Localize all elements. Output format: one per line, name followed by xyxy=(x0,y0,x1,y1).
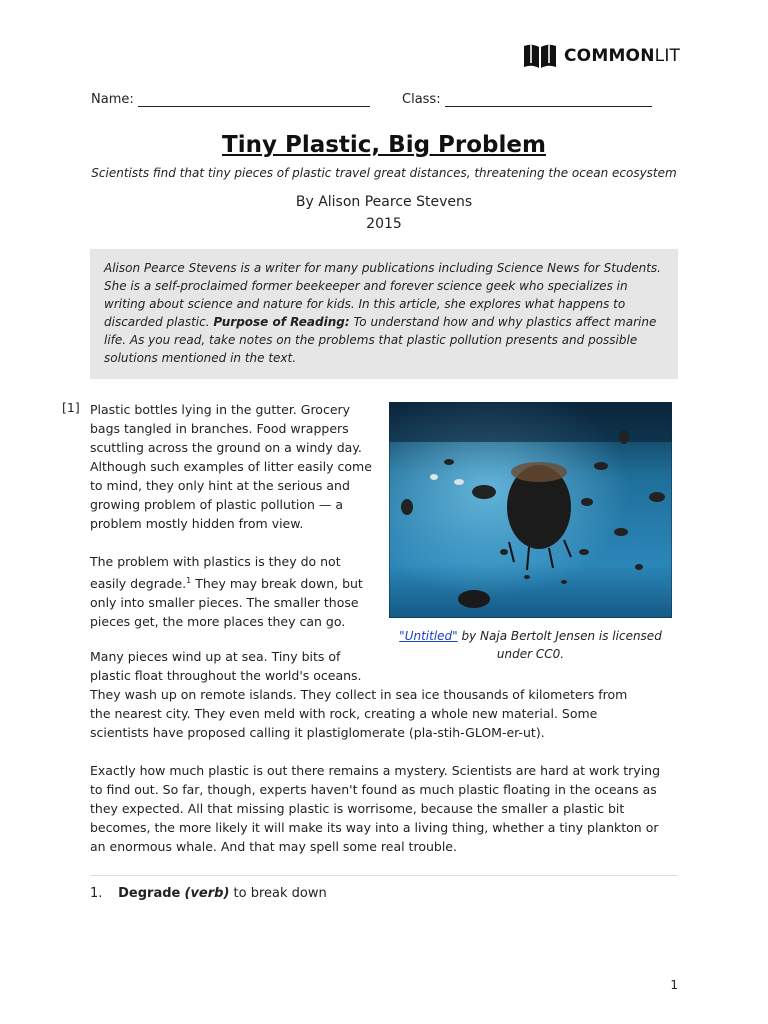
image-source-link[interactable]: "Untitled" xyxy=(399,629,458,643)
class-field[interactable] xyxy=(402,92,652,107)
paragraph-2-start: The problem with plastics is they do not easily degrade. xyxy=(90,554,341,592)
purpose-label: Purpose of Reading: xyxy=(213,315,350,329)
footnote-divider xyxy=(90,875,678,876)
image-caption xyxy=(389,627,672,663)
footnote-ref[interactable]: 1 xyxy=(186,576,192,585)
intro-box xyxy=(90,249,678,379)
ocean-plastic-photo xyxy=(389,402,672,618)
image-credit: by Naja Bertolt Jensen is licensed under CC0. xyxy=(457,629,662,661)
footnote-term: Degrade xyxy=(118,886,181,901)
name-input-line[interactable] xyxy=(138,92,370,107)
page-title: Tiny Plastic, Big Problem xyxy=(222,132,546,158)
paragraph-3-line-2: plastic float throughout the world's oceans. xyxy=(90,668,362,683)
purpose-text: To understand how and why plastics affect marine life. As you read, take notes on the problems that plastic pollution presents and possible solutions mentioned in the text. xyxy=(104,315,657,365)
paragraph-2-end: They may break down, but only into smaller pieces. The smaller those pieces get, the more places they can go. xyxy=(90,576,363,630)
name-field[interactable] xyxy=(91,92,370,107)
publication-year: 2015 xyxy=(366,216,402,232)
paragraph-3-rest: They wash up on remote islands. They collect in sea ice thousands of kilometers from the nearest city. They even meld with rock, creating a whole new material. Some scientists have proposed calling it plastiglomerate (pla-stih-GLOM-er-ut). xyxy=(90,687,628,740)
name-label: Name: xyxy=(91,92,134,107)
paragraph-marker: [1] xyxy=(62,400,80,415)
brand-name: COMMONLIT xyxy=(564,46,681,66)
footnote-number: 1. xyxy=(90,886,103,901)
author-line: By Alison Pearce Stevens xyxy=(295,194,473,210)
page-number: 1 xyxy=(670,978,678,992)
page-subtitle: Scientists find that tiny pieces of plastic travel great distances, threatening the ocean ecosystem xyxy=(91,166,677,180)
paragraph-4: Exactly how much plastic is out there remains a mystery. Scientists are hard at work trying to find out. So far, though, experts haven't found as much plastic floating in the oceans as they expected. All that missing plastic is worrisome, because the smaller a plastic bit becomes, the more likely it will make its way into a living thing, whether a tiny plankton or an enormous whale. And that may spell some real trouble. xyxy=(90,763,661,854)
class-label: Class: xyxy=(402,92,441,107)
footnote-1 xyxy=(90,886,327,901)
open-book-icon xyxy=(522,42,558,70)
footnote-definition: to break down xyxy=(229,886,327,901)
class-input-line[interactable] xyxy=(445,92,652,107)
footnote-pos: (verb) xyxy=(184,886,230,901)
paragraph-2 xyxy=(90,552,380,631)
paragraph-1: Plastic bottles lying in the gutter. Grocery bags tangled in branches. Food wrappers scuttling across the ground on a windy day. Although such examples of litter easily come to mind, they only hint at the serious and growing problem of plastic pollution — a problem mostly hidden from view. xyxy=(90,402,372,531)
commonlit-logo xyxy=(522,42,680,70)
author-bio: Alison Pearce Stevens is a writer for many publications including Science News for Students. She is a self-proclaimed former beekeeper and forever science geek who specializes in writing about science and nature for kids. In this article, she explores what happens to discarded plastic. xyxy=(104,261,661,329)
paragraph-3-line-1: Many pieces wind up at sea. Tiny bits of xyxy=(90,649,341,664)
